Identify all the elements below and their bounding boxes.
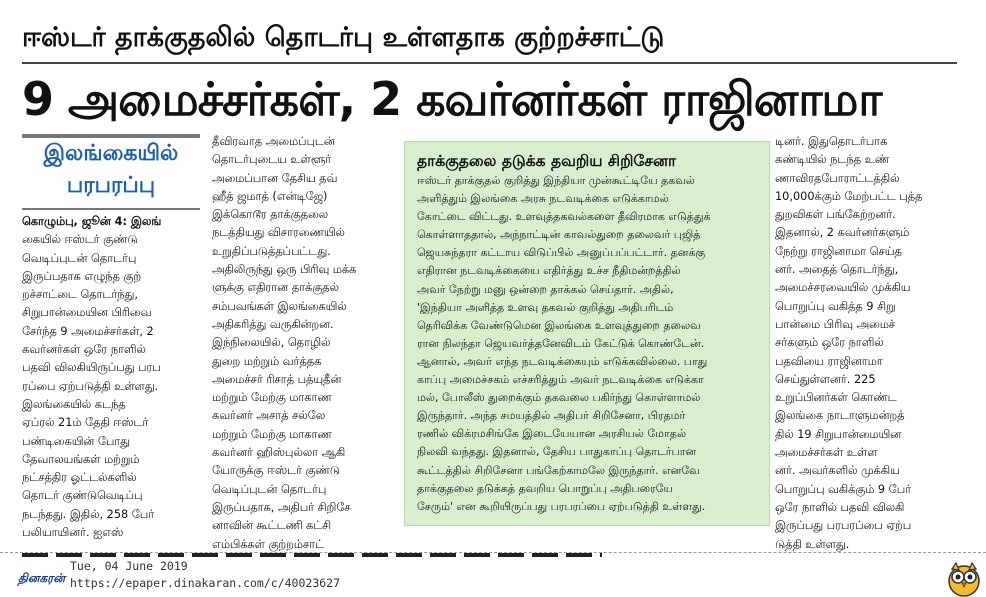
text-line: பதவி விலகியிருப்பது பரப <box>22 361 161 375</box>
text-line: னாவின் கூட்டணி கட்சி <box>212 519 332 533</box>
text-line: சேர்ந்த 9 அமைச்சர்கள், 2 <box>22 324 154 338</box>
text-line: யோருக்கு ஈஸ்டர் குண்டு <box>212 464 340 478</box>
text-line: மற்றும் மேற்கு மாகாண <box>212 391 332 405</box>
text-line: ஒரே நாளில் பதவி விலகி <box>775 500 905 514</box>
text-line: இருப்பதாக, அதிபர் சிறிசே <box>212 500 351 514</box>
text-line: கண்டியில் நடந்த உண் <box>775 153 890 167</box>
text-line: கோட்டை விட்டது. உளவுத்தகவல்களை தீவிரமாக எடுத்துக் <box>417 210 711 224</box>
text-line: நடத்தியது விசாரணையில் <box>212 226 345 240</box>
text-line: கவர்னர் ஹிஸ்புல்லா ஆகி <box>212 446 346 460</box>
text-line: இலங்கையில் கடந்த <box>22 397 126 411</box>
text-line: தெரிவிக்க வேண்டுமென இலங்கை உளவுத்துறை தலைவ <box>417 318 701 332</box>
text-line: 'இந்தியா அளித்த உளவு தகவல் குறித்து அதிபரிடம் <box>417 300 674 314</box>
text-line: மற்றும் மேற்கு மாகாண <box>212 427 332 441</box>
text-line: அமைச்சர்கள் உள்ள <box>775 446 878 460</box>
text-line: துறவிகள் பங்கேற்றனர். <box>775 208 896 222</box>
text-line: பொறுப்பு வகித்த 9 சிறு <box>775 299 896 313</box>
next-headline-cutoff <box>22 553 602 557</box>
text-line: பண்டிகையின் போது <box>22 434 130 448</box>
article-kicker: ஈஸ்டர் தாக்குதலில் தொடர்பு உள்ளதாக குற்றச்சாட்டு <box>22 22 665 53</box>
text-line: தில் 19 சிறுபான்மையின <box>775 427 902 441</box>
text-line: காப்பு அமைச்சகம் எச்சரித்தும் அவர் நடவடிக்கை எடுக்கா <box>417 373 704 387</box>
section-tag-line2: பரபரப்பு <box>66 173 156 198</box>
text-line: நேற்று ராஜினாமா செய்த <box>775 244 902 258</box>
text-line: சம்பவங்கள் இலங்கையில் <box>212 299 347 313</box>
text-line: றச்சாட்டை தொடர்ந்து, <box>22 288 138 302</box>
sidebar-box <box>404 141 770 526</box>
text-line: கொள்ளாததால், அந்நாட்டின் காவல்துறை தலைவர் புஜித் <box>417 228 701 242</box>
text-line: கொழும்பு, ஜூன் 4: இலங் <box>22 215 162 228</box>
text-line: னர். அதைத் தொடர்ந்து, <box>775 263 899 277</box>
text-line: அதிகரித்து வருகின்றன. <box>212 317 334 331</box>
text-line: ரணில் விக்ரமசிங்கே இடையேயான அரசியல் மோதல் <box>417 427 687 441</box>
text-line: தாக்குதலை தடுக்கத் தவறிய பொறுப்பு அதிபரையே <box>417 481 673 495</box>
text-line: அதிலிருந்து ஒரு பிரிவு மக்க <box>212 263 357 277</box>
owl-icon[interactable] <box>947 561 981 597</box>
text-line: இந்நிலையில், தொழில் <box>212 336 331 350</box>
text-line: அமைச்சரவையில் முக்கிய <box>775 281 911 295</box>
text-line: தொடர் குண்டுவெடிப்பு <box>22 489 143 503</box>
text-line: சிறுபான்மையின பிரிவை <box>22 306 152 320</box>
text-line: இதனால், 2 கவர்னர்களும் <box>775 226 910 240</box>
text-line: சேரும்' என கூறியிருப்பது பரபரப்பை ஏற்படுத்தி உள்ளது. <box>417 499 706 513</box>
text-line: வெடிப்புடன் தொடர்பு <box>22 251 137 265</box>
text-line: துறை மற்றும் வர்த்தக <box>212 354 322 368</box>
text-line: ரப்பை ஏற்படுத்தி உள்ளது. <box>22 379 159 393</box>
footer-url[interactable]: https://epaper.dinakaran.com/c/40023627 <box>70 576 341 590</box>
text-line: நடந்தது. இதில், 258 பேர் <box>22 507 155 521</box>
text-line: இருப்பதாக எழுந்த குற் <box>22 269 142 283</box>
sidebar-box-title: தாக்குதலை தடுக்க தவறிய சிறிசேனா <box>417 152 677 170</box>
text-line: நிலவி வந்தது. இதனால், தேசிய பாதுகாப்பு தொடர்பான <box>417 445 697 459</box>
text-line: தொடர்புடைய உள்ளூர் <box>212 153 332 167</box>
text-line: தீவிரவாத அமைப்புடன் <box>212 135 335 148</box>
text-line: கையில் ஈஸ்டர் குண்டு <box>22 233 138 247</box>
footer-date: Tue, 04 June 2019 <box>70 559 188 573</box>
sidebar-box-body <box>417 172 759 516</box>
article-column-4 <box>775 133 971 551</box>
text-line: இலங்கை நாடாளுமன்றத் <box>775 409 905 423</box>
article-column-1 <box>22 213 206 540</box>
text-line: அவர் நேற்று மனு ஒன்றை தாக்கல் செய்தார். அதில், <box>417 282 674 296</box>
text-line: பலியாயினர். ஐஎஸ் <box>22 526 124 540</box>
section-tag-line1: இலங்கையில் <box>43 141 179 166</box>
text-line: ளுக்கு எதிரான தாக்குதல் <box>212 281 339 295</box>
text-line: னர். அவர்களில் முக்கிய <box>775 464 900 478</box>
text-line: பொறுப்பு வகிக்கும் 9 பேர் <box>775 482 912 496</box>
text-line: மல், போலீஸ் துறைக்கும் தகவலை பகிர்ந்து கொள்ளாமல் <box>417 391 701 405</box>
text-line: வெடிப்புடன் தொடர்பு <box>212 482 327 496</box>
text-line: சர்களும் ஒரே நாளில் <box>775 336 884 350</box>
section-tag <box>22 134 200 210</box>
article-column-2 <box>212 133 398 551</box>
text-line: இருப்பது பரபரப்பை ஏற்ப <box>775 519 912 533</box>
text-line: ஏப்ரல் 21ம் தேதி ஈஸ்டர் <box>22 416 149 430</box>
text-line: கவர்னர்கள் ஒரே நாளில் <box>22 343 146 357</box>
text-line: ரான நிலந்தா ஜெயவர்த்தனேவிடம் கேட்டுக் கொண்டேன். <box>417 336 705 350</box>
text-line: நட்சத்திர ஓட்டல்களில் <box>22 471 137 485</box>
text-line: பதவியை ராஜினாமா <box>775 354 883 368</box>
text-line: கவர்னர் அசாத் சல்லே <box>212 409 326 423</box>
article-headline: 9 அமைச்சர்கள், 2 கவர்னர்கள் ராஜினாமா <box>22 72 882 126</box>
footer-bar <box>0 552 986 597</box>
text-line: உறுதிப்படுத்தப்பட்டது. <box>212 244 331 258</box>
text-line: அமைச்சர் ரிசாத் பத்யுதீன் <box>212 372 342 386</box>
text-line: அளித்தும் இலங்கை அரசு நடவடிக்கை எடுக்காமல் <box>417 192 669 206</box>
text-line: 10,000க்கும் மேற்பட்ட புத்த <box>775 189 923 203</box>
text-line: ஜெயசுந்தரா கட்டாய விடுப்பில் அனுப்பப்பட்டார். தனக்கு <box>417 246 706 260</box>
text-line: டினர். இதுதொடர்பாக <box>775 135 888 148</box>
text-line: எதிரான நடவடிக்கையை எதிர்த்து உச்ச நீதிமன்றத்தில் <box>417 264 681 278</box>
text-line: தேவாலயங்கள் மற்றும் <box>22 452 140 466</box>
text-line: இருந்தார். அந்த சமயத்தில் அதிபர் சிறிசேனா, பிரதமர் <box>417 409 686 423</box>
text-line: உறுப்பினர்கள் கொண்ட <box>775 391 897 405</box>
text-line: டுத்தி உள்ளது. <box>775 537 850 551</box>
text-line: இக்கொடூர தாக்குதலை <box>212 208 329 222</box>
text-line: செய்துள்ளனர். 225 <box>775 372 876 386</box>
text-line: அமைப்பான தேசிய தவ் <box>212 171 338 185</box>
text-line: பான்மை பிரிவு அமைச் <box>775 317 896 331</box>
text-line: ணாவிரதபோராட்டத்தில் <box>775 171 900 185</box>
text-line: கூட்டத்தில் சிறிசேனா பங்கேற்காமலே இருந்தார். எனவே <box>417 463 700 477</box>
text-line: ஹீத் ஜமாத் (என்டிஜே) <box>212 189 328 203</box>
text-line: ஆனால், அவர் எந்த நடவடிக்கையும் எடுக்கவில்லை. பாது <box>417 354 708 368</box>
dinakaran-logo: தினகரன் <box>18 571 65 585</box>
text-line: ஈஸ்டர் தாக்குதல் குறித்து இந்தியா முன்கூட்டியே தகவல் <box>417 174 695 187</box>
text-line: எம்பிக்கள் குற்றம்சாட் <box>212 537 325 551</box>
